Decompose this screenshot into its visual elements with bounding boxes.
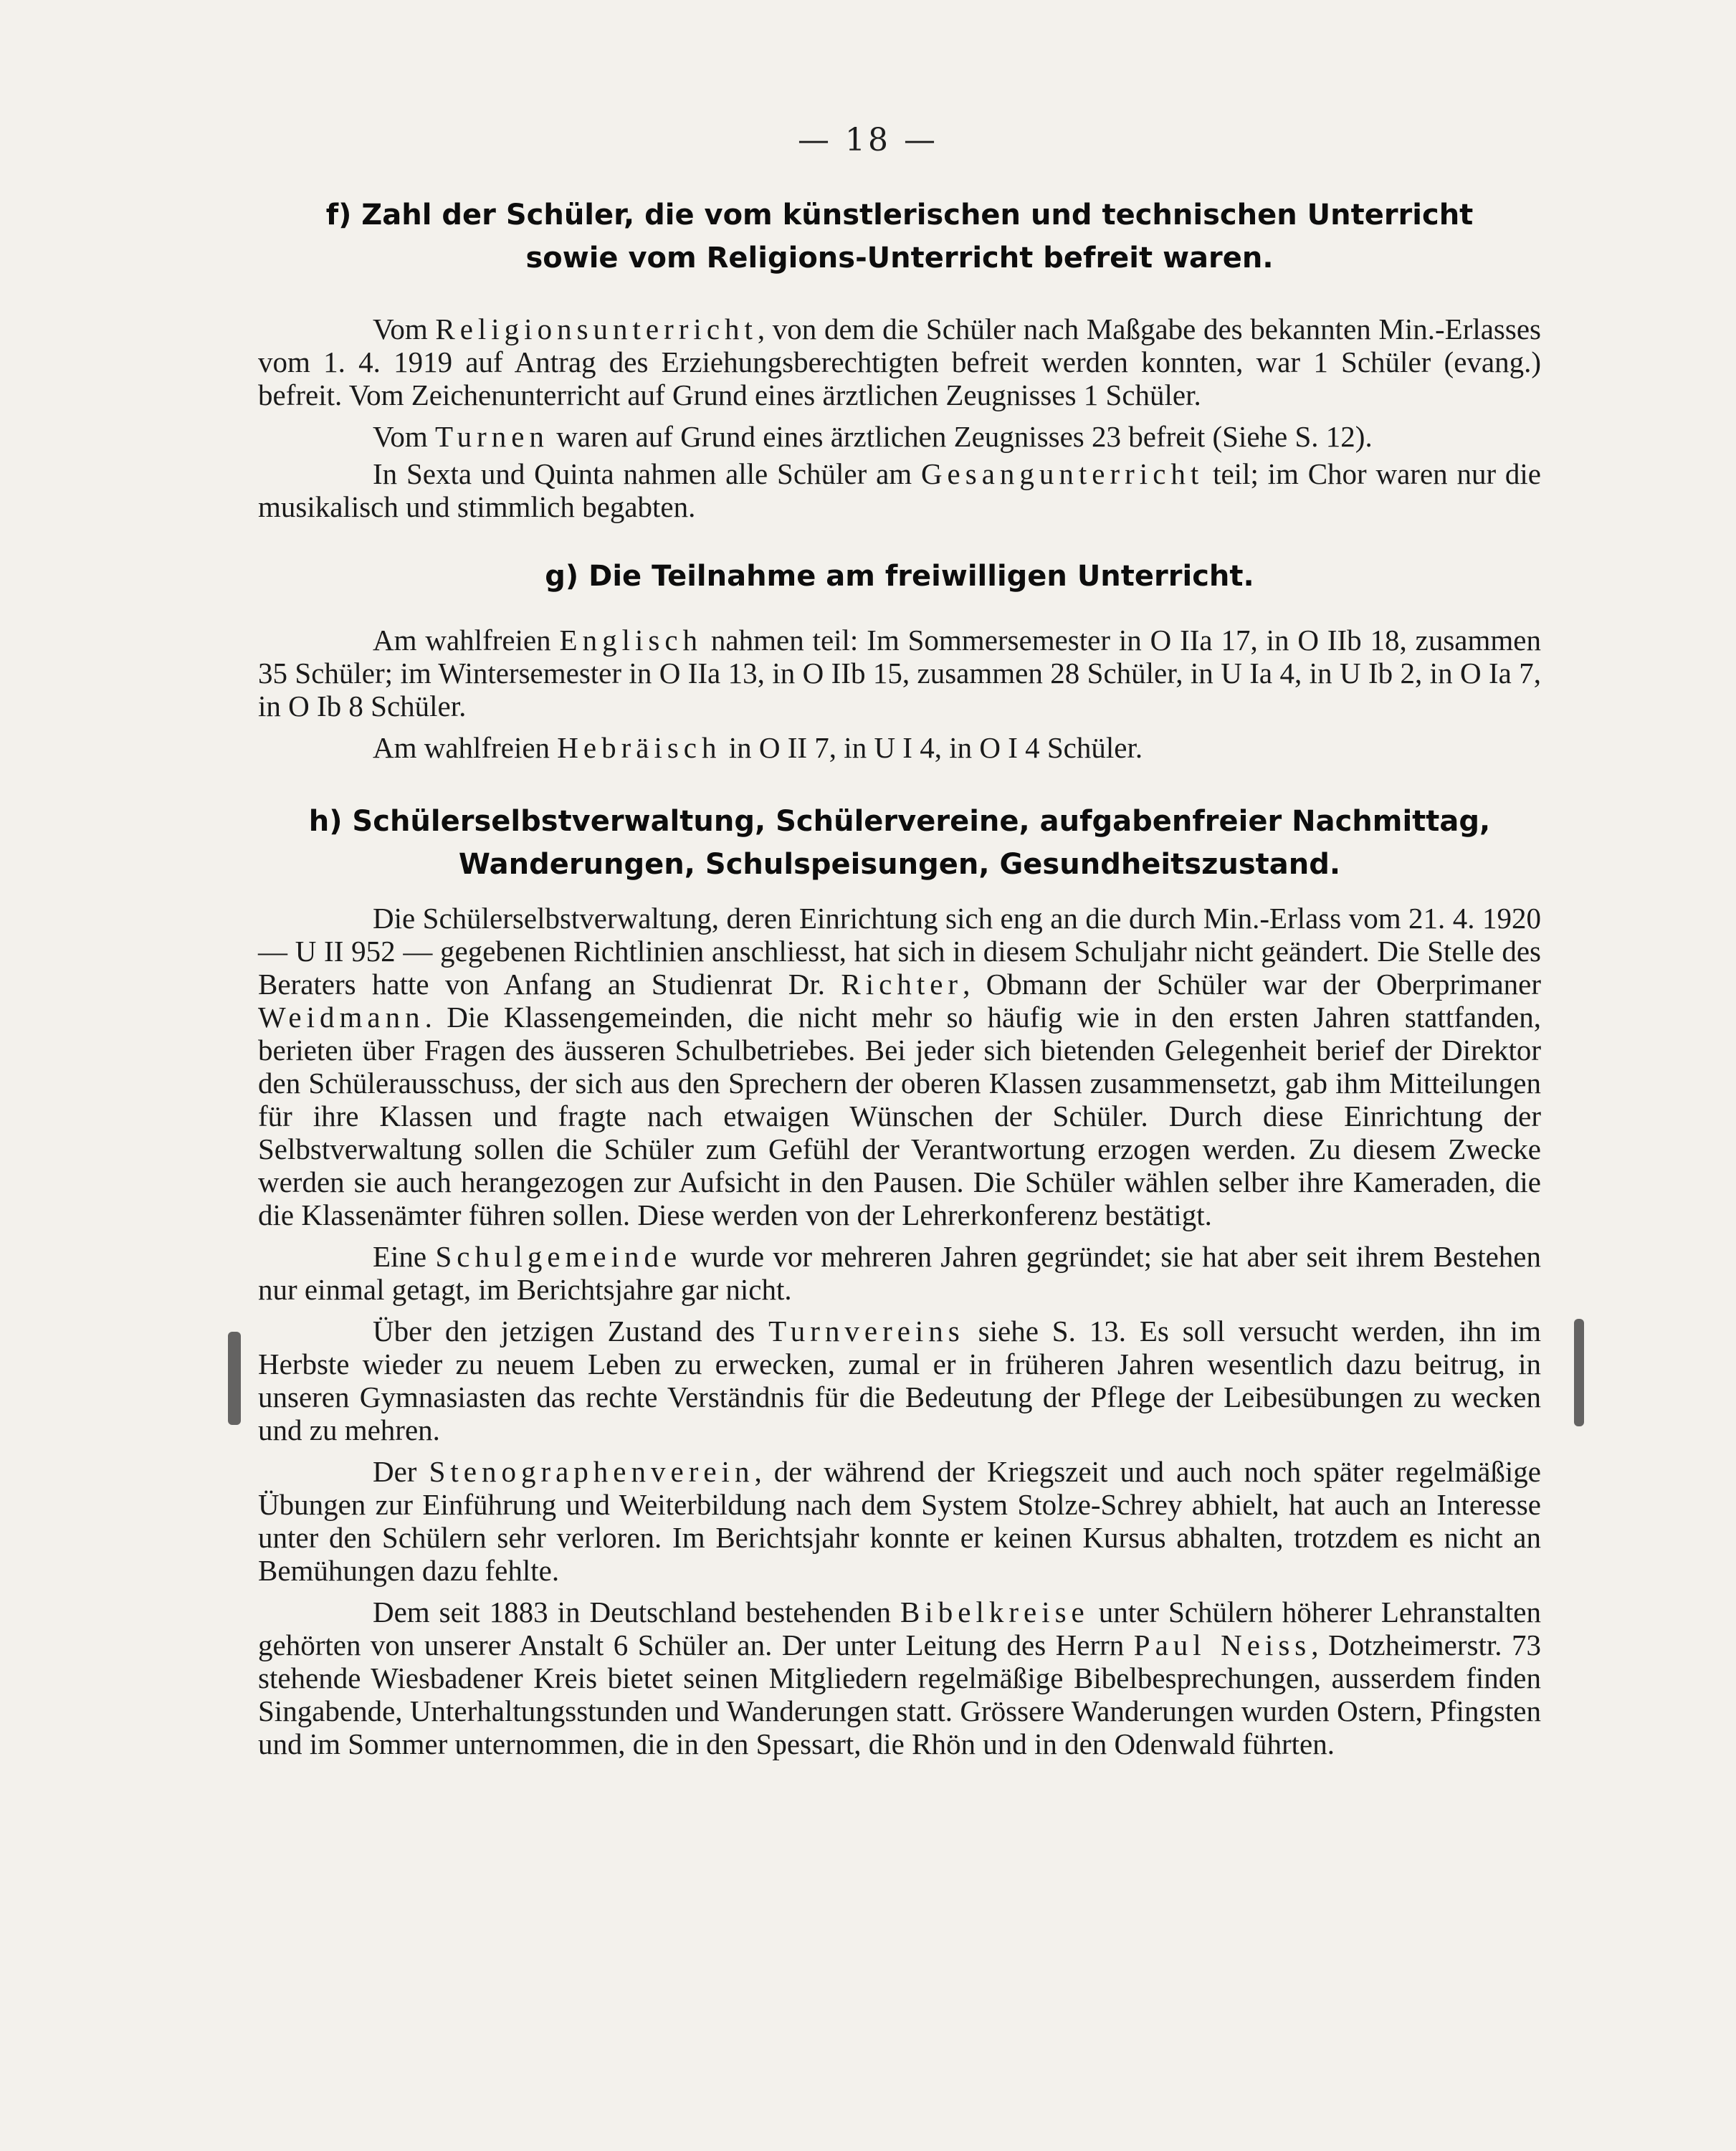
right-margin-mark [1574, 1319, 1584, 1426]
page-number: — 18 — [798, 122, 938, 158]
section-h [258, 800, 1541, 1760]
section-h-paragraph-3: Über den jetzigen Zustand des Turnvereins siehe S. 13. Es soll versucht werden, ihn im Herbste wieder zu neuem Leben zu erwecken, zumal er in früheren Jahren wesentlich dazu beitrug, in unseren Gymnasiasten das rechte Verständnis für die Bedeutung der Pflege der Leibesübungen zu wecken und zu mehren. [258, 1315, 1541, 1446]
section-g [258, 555, 1541, 764]
section-h-paragraph-1: Die Schülerselbstverwaltung, deren Einrichtung sich eng an die durch Min.-Erlass vom 21. 4. 1920 — U II 952 — gegebenen Richtlinien anschliesst, hat sich in diesem Schuljahr nicht geändert. Die Stelle des Beraters hatte von Anfang an Studienrat Dr. Richter, Obmann der Schüler war der Oberprimaner Weidmann. Die Klassengemeinden, die nicht mehr so häufig wie in den ersten Jahren stattfanden, berieten über Fragen des äusseren Schulbetriebes. Bei jeder sich bietenden Gelegenheit berief der Direktor den Schülerausschuss, der sich aus den Sprechern der oberen Klassen zusammensetzt, gab ihm Mitteilungen für ihre Klassen und fragte nach etwaigen Wünschen der Schüler. Durch diese Einrichtung der Selbstverwaltung sollen die Schüler zum Gefühl der Verantwortung erzogen werden. Zu diesem Zwecke werden sie auch herangezogen zur Aufsicht in den Pausen. Die Schüler wählen selber ihre Kameraden, die die Klassenämter führen sollen. Diese werden von der Lehrerkonferenz bestätigt. [258, 902, 1541, 1231]
section-f-paragraph-1: Vom Religionsunterricht, von dem die Schüler nach Maßgabe des bekannten Min.-Erlasses vom 1. 4. 1919 auf Antrag des Erziehungsberechtigten befreit werden konnten, war 1 Schüler (evang.) befreit. Vom Zeichenunterricht auf Grund eines ärztlichen Zeugnisses 1 Schüler. [258, 313, 1541, 411]
section-g-paragraph-2: Am wahlfreien Hebräisch in O II 7, in U I 4, in O I 4 Schüler. [373, 731, 1143, 764]
section-f-paragraph-2: Vom Turnen waren auf Grund eines ärztlichen Zeugnisses 23 befreit (Siehe S. 12). [373, 420, 1373, 453]
section-f-heading-line1: f) Zahl der Schüler, die vom künstlerischen und technischen Unterricht [325, 199, 1474, 232]
section-g-heading: g) Die Teilnahme am freiwilligen Unterricht. [545, 560, 1254, 593]
section-h-paragraph-5: Dem seit 1883 in Deutschland bestehenden Bibelkreise unter Schülern höherer Lehranstalten gehörten von unserer Anstalt 6 Schüler an. Der unter Leitung des Herrn Paul Neiss, Dotzheimerstr. 73 stehende Wiesbadener Kreis bietet seinen Mitgliedern regelmäßige Bibelbesprechungen, ausserdem finden Singabende, Unterhaltungsstunden und Wanderungen statt. Grössere Wanderungen wurden Ostern, Pfingsten und im Sommer unternommen, die in den Spessart, die Rhön und in den Odenwald führten. [258, 1596, 1541, 1760]
section-f [258, 194, 1541, 523]
section-f-heading-line2: sowie vom Religions-Unterricht befreit waren. [525, 242, 1274, 275]
section-h-heading-line1: h) Schülerselbstverwaltung, Schülervereine, aufgabenfreier Nachmittag, [308, 805, 1491, 838]
section-g-paragraph-1: Am wahlfreien Englisch nahmen teil: Im Sommersemester in O IIa 17, in O IIb 18, zusammen 35 Schüler; im Wintersemester in O IIa 13, in O IIb 15, zusammen 28 Schüler, in U Ia 4, in U Ib 2, in O Ia 7, in O Ib 8 Schüler. [258, 624, 1541, 722]
section-h-heading [258, 800, 1541, 886]
section-h-heading-line2: Wanderungen, Schulspeisungen, Gesundheitszustand. [458, 848, 1341, 881]
section-f-paragraph-3: In Sexta und Quinta nahmen alle Schüler am Gesangunterricht teil; im Chor waren nur die musikalisch und stimmlich begabten. [258, 457, 1541, 523]
section-h-paragraph-2: Eine Schulgemeinde wurde vor mehreren Jahren gegründet; sie hat aber seit ihrem Bestehen nur einmal getagt, im Berichtsjahre gar nicht. [258, 1240, 1541, 1306]
section-f-heading [258, 194, 1541, 280]
section-h-paragraph-4: Der Stenographenverein, der während der Kriegszeit und auch noch später regelmäßige Übungen zur Einführung und Weiterbildung nach dem System Stolze-Schrey abhielt, hat auch an Interesse unter den Schülern sehr verloren. Im Berichtsjahr konnte er keinen Kursus abhalten, trotzdem es nicht an Bemühungen dazu fehlte. [258, 1455, 1541, 1587]
document-body [258, 194, 1541, 1769]
left-margin-mark [228, 1332, 241, 1425]
